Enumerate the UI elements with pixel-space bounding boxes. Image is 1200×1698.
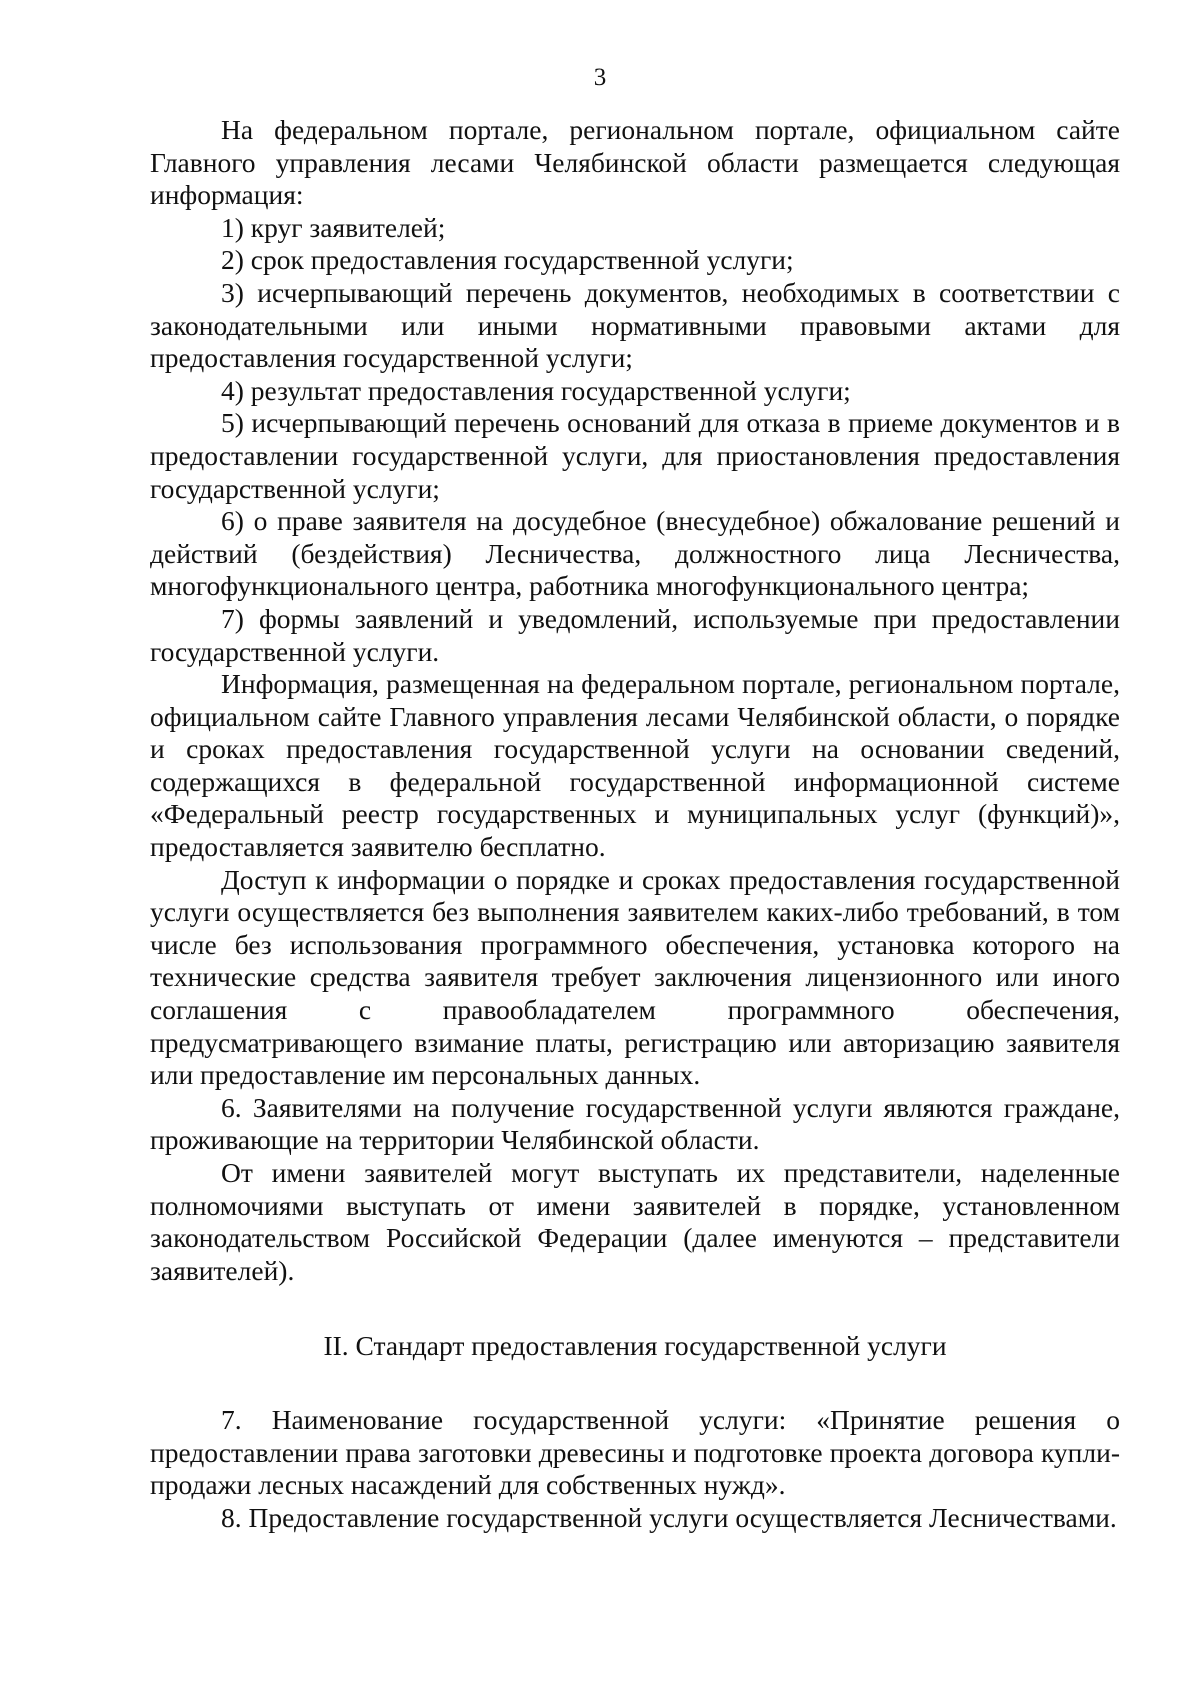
paragraph: 7. Наименование государственной услуги: «Принятие решения о предоставлении права заготовки древесины и подготовке проекта договора купли-продажи лесных насаждений для собственных нужд».: [150, 1403, 1120, 1501]
list-item: 4) результат предоставления государственной услуги;: [221, 374, 851, 406]
list-item: 1) круг заявителей;: [221, 211, 446, 243]
page-number: 3: [593, 64, 607, 91]
list-item: 7) формы заявлений и уведомлений, используемые при предоставлении государственной услуги.: [150, 602, 1120, 667]
list-item: 2) срок предоставления государственной услуги;: [221, 244, 794, 276]
list-item: 5) исчерпывающий перечень оснований для отказа в приеме документов и в предоставлении государственной услуги, для приостановления предоставления государственной услуги;: [150, 407, 1120, 504]
paragraph: Доступ к информации о порядке и сроках предоставления государственной услуги осуществляется без выполнения заявителем каких-либо требований, в том числе без использования программного обеспечения, установка которого на технические средства заявителя требует заключения лицензионного или иного соглашения с правообладателем программного обеспечения, предусматривающего взимание платы, регистрацию или авторизацию заявителя или предоставление им персональных данных.: [150, 863, 1120, 1091]
paragraph: На федеральном портале, региональном портале, официальном сайте Главного управления лесами Челябинской области размещается следующая информация:: [150, 114, 1120, 211]
section-heading: II. Стандарт предоставления государственной услуги: [323, 1330, 947, 1362]
paragraph: От имени заявителей могут выступать их представители, наделенные полномочиями выступать от имени заявителей в порядке, установленном законодательством Российской Федерации (далее именуются – представители заявителей).: [150, 1157, 1120, 1286]
document-body: [150, 114, 1120, 1534]
list-item: 6) о праве заявителя на досудебное (внесудебное) обжалование решений и действий (бездействия) Лесничества, должностного лица Лесничества, многофункционального центра, работника многофункционального центра;: [150, 505, 1120, 602]
paragraph: 6. Заявителями на получение государственной услуги являются граждане, проживающие на территории Челябинской области.: [150, 1091, 1120, 1156]
list-item: 3) исчерпывающий перечень документов, необходимых в соответствии с законодательными или иными нормативными правовыми актами для предоставления государственной услуги;: [150, 276, 1120, 374]
paragraph: 8. Предоставление государственной услуги осуществляется Лесничествами.: [221, 1501, 1117, 1533]
paragraph: Информация, размещенная на федеральном портале, региональном портале, официальном сайте Главного управления лесами Челябинской области, о порядке и сроках предоставления государственной услуги на основании сведений, содержащихся в федеральной государственной информационной системе «Федеральный реестр государственных и муниципальных услуг (функций)», предоставляется заявителю бесплатно.: [150, 668, 1120, 863]
